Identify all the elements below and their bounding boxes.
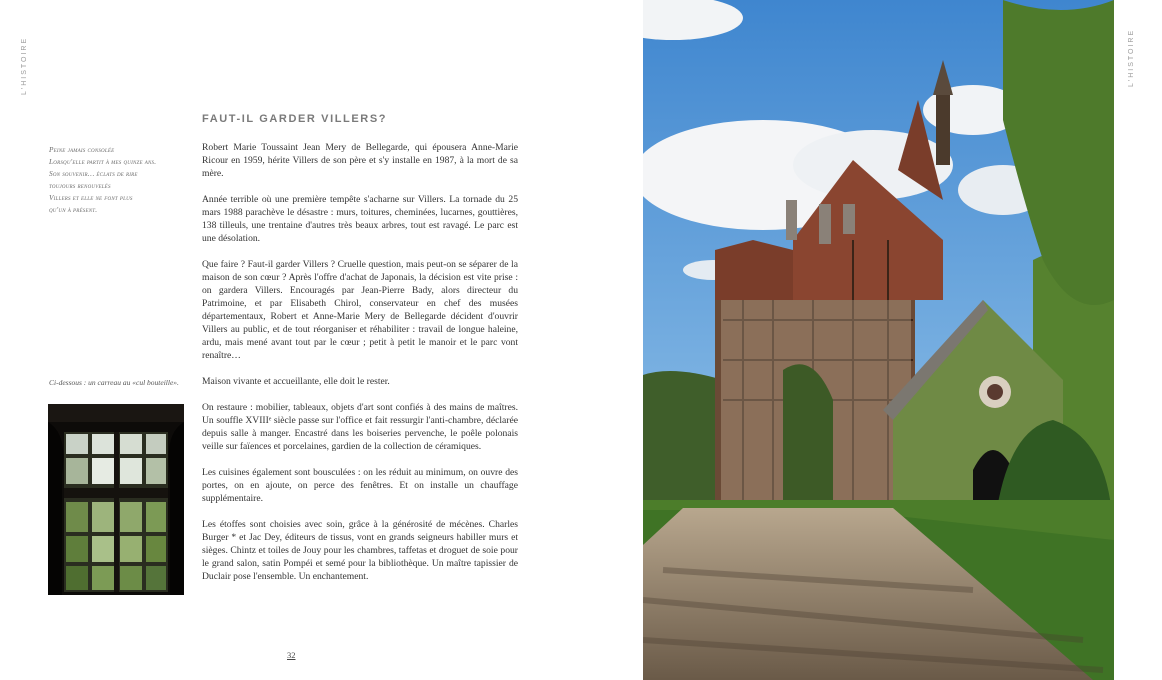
running-head-right: L'HISTOIRE: [1128, 28, 1135, 87]
epigraph-line: Son souvenir… éclats de rire: [49, 169, 138, 178]
paragraph: Robert Marie Toussaint Jean Mery de Bellegarde, qui épousera Anne-Marie Ricour en 1959, hérite Villers de son père et s'y installe en 1987, à la mort de sa mère.: [202, 142, 518, 179]
image-caption: Ci-dessous : un carreau au «cul bouteille».: [49, 378, 179, 387]
epigraph-line: Lorsqu'elle partit à mes quinze ans.: [49, 157, 157, 166]
page-number: 32: [287, 650, 296, 660]
paragraph: On restaure : mobilier, tableaux, objets d'art sont confiés à des mains de maîtres. Un souffle XVIIIᵉ siècle passe sur l'office et fait ressurgir l'anti-chambre, déclarée depuis salle à manger. Encastré dans les boiseries pervenche, le poêle polonais veille sur faïences et porcelaines, gardien de la collection de céramiques.: [202, 402, 518, 452]
paragraph: Que faire ? Faut-il garder Villers ? Cruelle question, mais peut-on se séparer de la maison de son cœur ? Après l'offre d'achat de Japonais, la décision est vite prise : on gardera Villers. Encouragés par Jean-Pierre Bady, alors directeur du Patrimoine, et par Elisabeth Chirol, conservateur en chef des musées départementaux, Robert et Anne-Marie Mery de Bellegarde décident d'ouvrir Villers au public, et de tout réorganiser et réhabiliter : travail de longue haleine, ardu, mais mené avant tout par le cœur ; petit à petit le manoir et le parc vont renaître…: [202, 259, 518, 361]
epigraph-line: toujours renouvelés: [49, 181, 111, 190]
body-text: [202, 141, 518, 583]
epigraph-line: Villers et elle ne font plus: [49, 193, 133, 202]
running-head-left: L'HISTOIRE: [21, 36, 28, 95]
paragraph: Les étoffes sont choisies avec soin, grâce à la générosité de mécènes. Charles Burger * et Jac Dey, éditeurs de tissus, vont en grands seigneurs habiller murs et sièges. Chintz et toiles de Jouy pour les chambres, taffetas et droguet de soie pour le grand salon, satin Pompéi et semé pour la bibliothèque. Un maître tapissier de Duclair pose l'ensemble. Un enchantement.: [202, 519, 518, 582]
section-title: FAUT-IL GARDER VILLERS?: [202, 113, 388, 125]
paragraph: Année terrible où une première tempête s'acharne sur Villers. La tornade du 25 mars 1988 parachève le désastre : murs, toitures, cheminées, lucarnes, gouttières, 138 tilleuls, une trentaine d'autres très beaux arbres, tout est ravagé. Le parc est une désolation.: [202, 194, 518, 244]
paragraph: Les cuisines également sont bousculées : on les réduit au minimum, on ouvre des portes, on en ajoute, on perce des fenêtres. Et on installe un chauffage supplémentaire.: [202, 467, 518, 504]
paragraph: Maison vivante et accueillante, elle doit le rester.: [202, 376, 390, 387]
window-photo: [48, 404, 184, 595]
epigraph: [49, 144, 199, 216]
epigraph-line: qu'un à présent.: [49, 205, 98, 214]
epigraph-line: Peine jamais consolée: [49, 145, 115, 154]
manor-photo: [643, 0, 1114, 680]
